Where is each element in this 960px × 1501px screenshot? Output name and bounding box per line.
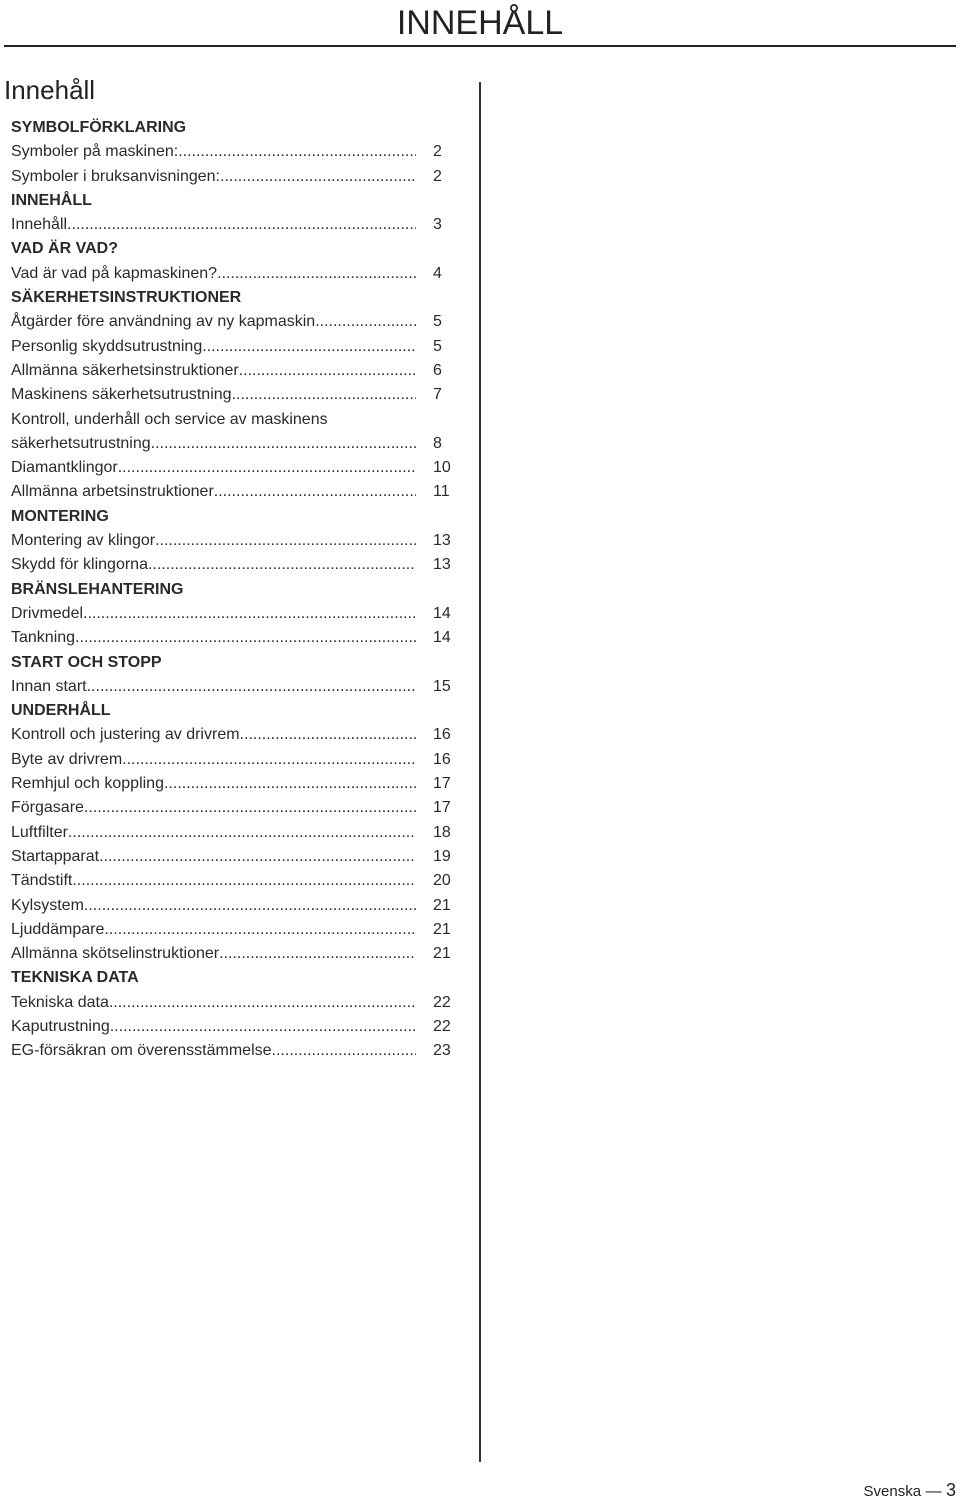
toc-entry-label: EG-försäkran om överensstämmelse (11, 1042, 272, 1060)
toc-entry (11, 140, 461, 164)
toc-entry-row (11, 869, 416, 893)
dot-leader (99, 845, 416, 869)
toc-entry-row (11, 845, 416, 869)
dot-leader (118, 456, 416, 480)
toc-entry-row (11, 335, 416, 359)
toc-entry-row (11, 262, 416, 286)
footer-page-number: 3 (945, 1480, 956, 1500)
toc-page-number: 17 (433, 775, 451, 793)
toc-entry-row (11, 1039, 416, 1063)
dot-leader (164, 772, 416, 796)
toc-entry (11, 1015, 461, 1039)
toc-entry-label: Remhjul och koppling (11, 775, 164, 793)
toc-entry (11, 408, 461, 457)
dot-leader (122, 748, 416, 772)
toc-heading: BRÄNSLEHANTERING (11, 580, 184, 598)
toc-entry (11, 262, 461, 286)
dot-leader (109, 991, 416, 1015)
toc-entry-label: Innan start (11, 677, 87, 695)
toc-entry (11, 748, 461, 772)
toc-entry-row (11, 772, 416, 796)
toc-entry-row (11, 723, 416, 747)
toc-entry (11, 845, 461, 869)
dot-leader (75, 626, 416, 650)
dot-leader (202, 335, 416, 359)
toc-entry (11, 165, 461, 189)
toc-entry-label: Drivmedel (11, 604, 84, 622)
toc-page-number: 14 (433, 629, 451, 647)
toc-entry-row (11, 602, 416, 626)
dot-leader (84, 894, 416, 918)
toc-entry-label: Kontroll och justering av drivrem (11, 726, 240, 744)
toc-entry-row (11, 894, 416, 918)
toc-entry-row (11, 991, 416, 1015)
toc-page-number: 8 (433, 434, 442, 452)
toc-entry-row (11, 675, 416, 699)
toc-entry-row (11, 553, 416, 577)
column-divider (479, 82, 481, 1462)
toc-page-number: 16 (433, 726, 451, 744)
toc-entry-label: Personlig skyddsutrustning (11, 337, 203, 355)
dot-leader (178, 140, 416, 164)
toc-entry-label: Vad är vad på kapmaskinen? (11, 264, 218, 282)
dot-leader (84, 796, 416, 820)
toc-page-number: 2 (433, 167, 442, 185)
toc-entry (11, 869, 461, 893)
toc-entry (11, 602, 461, 626)
toc-entry (11, 529, 461, 553)
toc-page-number: 6 (433, 361, 442, 379)
toc-entry (11, 359, 461, 383)
toc-entry-label: Tändstift (11, 872, 73, 890)
dot-leader (155, 529, 416, 553)
toc-entry-label: Tankning (11, 629, 76, 647)
toc-heading: SÄKERHETSINSTRUKTIONER (11, 289, 242, 307)
toc-heading: INNEHÅLL (11, 191, 92, 209)
toc-entry (11, 675, 461, 699)
dot-leader (68, 821, 416, 845)
dot-leader (214, 480, 416, 504)
toc-entry-row (11, 821, 416, 845)
toc-entry-label: Maskinens säkerhetsutrustning (11, 386, 232, 404)
toc-entry-row (11, 359, 416, 383)
toc-page-number: 5 (433, 337, 442, 355)
toc-entry-label: Innehåll (11, 216, 68, 234)
footer-language: Svenska (863, 1483, 922, 1500)
toc-entry-row (11, 626, 416, 650)
toc-entry-row (11, 310, 416, 334)
toc-page-number: 21 (433, 896, 451, 914)
toc-page-number: 16 (433, 750, 451, 768)
toc-entry-label: Kylsystem (11, 896, 84, 914)
dot-leader (148, 553, 416, 577)
dot-leader (83, 602, 416, 626)
toc-entry-label: Åtgärder före användning av ny kapmaskin (11, 313, 316, 331)
toc-page-number: 2 (433, 143, 442, 161)
toc-entry-row (11, 383, 416, 407)
toc-entry-label: Kaputrustning (11, 1017, 110, 1035)
toc-page-number: 17 (433, 799, 451, 817)
toc-entry-label: Ljuddämpare (11, 920, 105, 938)
dot-leader (219, 942, 416, 966)
toc-entry (11, 213, 461, 237)
dot-leader (104, 918, 416, 942)
toc-entry (11, 335, 461, 359)
toc-entry (11, 626, 461, 650)
toc-entry-label: Förgasare (11, 799, 84, 817)
toc-page-number: 21 (433, 920, 451, 938)
toc-entry-label: Kontroll, underhåll och service av maskinens (11, 410, 328, 428)
toc-entry (11, 480, 461, 504)
toc-page-number: 20 (433, 872, 451, 890)
toc-entry-label: Tekniska data (11, 993, 109, 1011)
dot-leader (272, 1039, 416, 1063)
toc-entry-row (11, 432, 416, 456)
table-of-contents (11, 116, 461, 1064)
toc-entry-row (11, 918, 416, 942)
toc-entry (11, 723, 461, 747)
toc-entry (11, 821, 461, 845)
footer-separator: — (925, 1483, 942, 1500)
toc-entry-label: Allmänna skötselinstruktioner (11, 945, 220, 963)
toc-entry-label: Diamantklingor (11, 459, 118, 477)
toc-heading: SYMBOLFÖRKLARING (11, 119, 187, 136)
toc-page-number: 21 (433, 945, 451, 963)
toc-heading: UNDERHÅLL (11, 702, 111, 720)
toc-entry (11, 456, 461, 480)
dot-leader (240, 723, 416, 747)
toc-page-number: 4 (433, 264, 442, 282)
toc-page-number: 7 (433, 386, 442, 404)
toc-entry-row (11, 1015, 416, 1039)
toc-entry-row (11, 796, 416, 820)
toc-entry-label: Symboler i bruksanvisningen: (11, 167, 220, 185)
toc-entry (11, 991, 461, 1015)
dot-leader (315, 310, 416, 334)
toc-entry (11, 918, 461, 942)
dot-leader (72, 869, 416, 893)
toc-entry (11, 942, 461, 966)
toc-entry-row (11, 140, 416, 164)
toc-page-number: 10 (433, 459, 451, 477)
toc-entry (11, 772, 461, 796)
toc-entry-label: Startapparat (11, 847, 100, 865)
toc-entry (11, 310, 461, 334)
toc-entry (11, 796, 461, 820)
toc-page-number: 14 (433, 604, 451, 622)
dot-leader (87, 675, 416, 699)
toc-entry-row (11, 480, 416, 504)
toc-entry-label: Skydd för klingorna (11, 556, 148, 574)
toc-page-number: 11 (433, 483, 450, 501)
toc-page-number: 23 (433, 1042, 451, 1060)
toc-entry-row (11, 456, 416, 480)
toc-page-number: 13 (433, 556, 451, 574)
toc-entry-row (11, 529, 416, 553)
toc-entry-label: Luftfilter (11, 823, 68, 841)
dot-leader (217, 262, 416, 286)
toc-entry-row (11, 408, 416, 432)
toc-page-number: 15 (433, 677, 451, 695)
toc-heading: VAD ÄR VAD? (11, 240, 118, 258)
dot-leader (151, 432, 416, 456)
toc-entry-label: Symboler på maskinen: (11, 143, 179, 161)
toc-entry (11, 894, 461, 918)
dot-leader (239, 359, 416, 383)
dot-leader (232, 383, 416, 407)
page-footer (864, 1480, 956, 1501)
toc-page-number: 22 (433, 993, 451, 1011)
header-title: INNEHÅLL (396, 4, 564, 42)
toc-entry-label-continued: säkerhetsutrustning (11, 434, 151, 452)
toc-entry-row (11, 213, 416, 237)
dot-leader (220, 165, 416, 189)
toc-entry (11, 383, 461, 407)
section-title: Innehåll (4, 75, 96, 105)
toc-page-number: 3 (433, 216, 442, 234)
toc-entry-label: Byte av drivrem (11, 750, 123, 768)
toc-entry (11, 1039, 461, 1063)
toc-heading: START OCH STOPP (11, 653, 162, 671)
toc-entry-row (11, 165, 416, 189)
toc-page-number: 5 (433, 313, 442, 331)
dot-leader (67, 213, 416, 237)
header-divider (4, 45, 956, 47)
toc-entry-label: Allmänna säkerhetsinstruktioner (11, 361, 239, 379)
dot-leader (110, 1015, 416, 1039)
toc-heading: TEKNISKA DATA (11, 969, 139, 987)
toc-entry-label: Montering av klingor (11, 532, 156, 550)
toc-page-number: 18 (433, 823, 451, 841)
toc-heading: MONTERING (11, 507, 109, 525)
toc-page-number: 13 (433, 532, 451, 550)
toc-page-number: 19 (433, 847, 451, 865)
toc-entry-row (11, 748, 416, 772)
toc-entry-label: Allmänna arbetsinstruktioner (11, 483, 214, 501)
toc-entry-row (11, 942, 416, 966)
toc-page-number: 22 (433, 1017, 451, 1035)
toc-entry (11, 553, 461, 577)
page-header (0, 0, 960, 46)
